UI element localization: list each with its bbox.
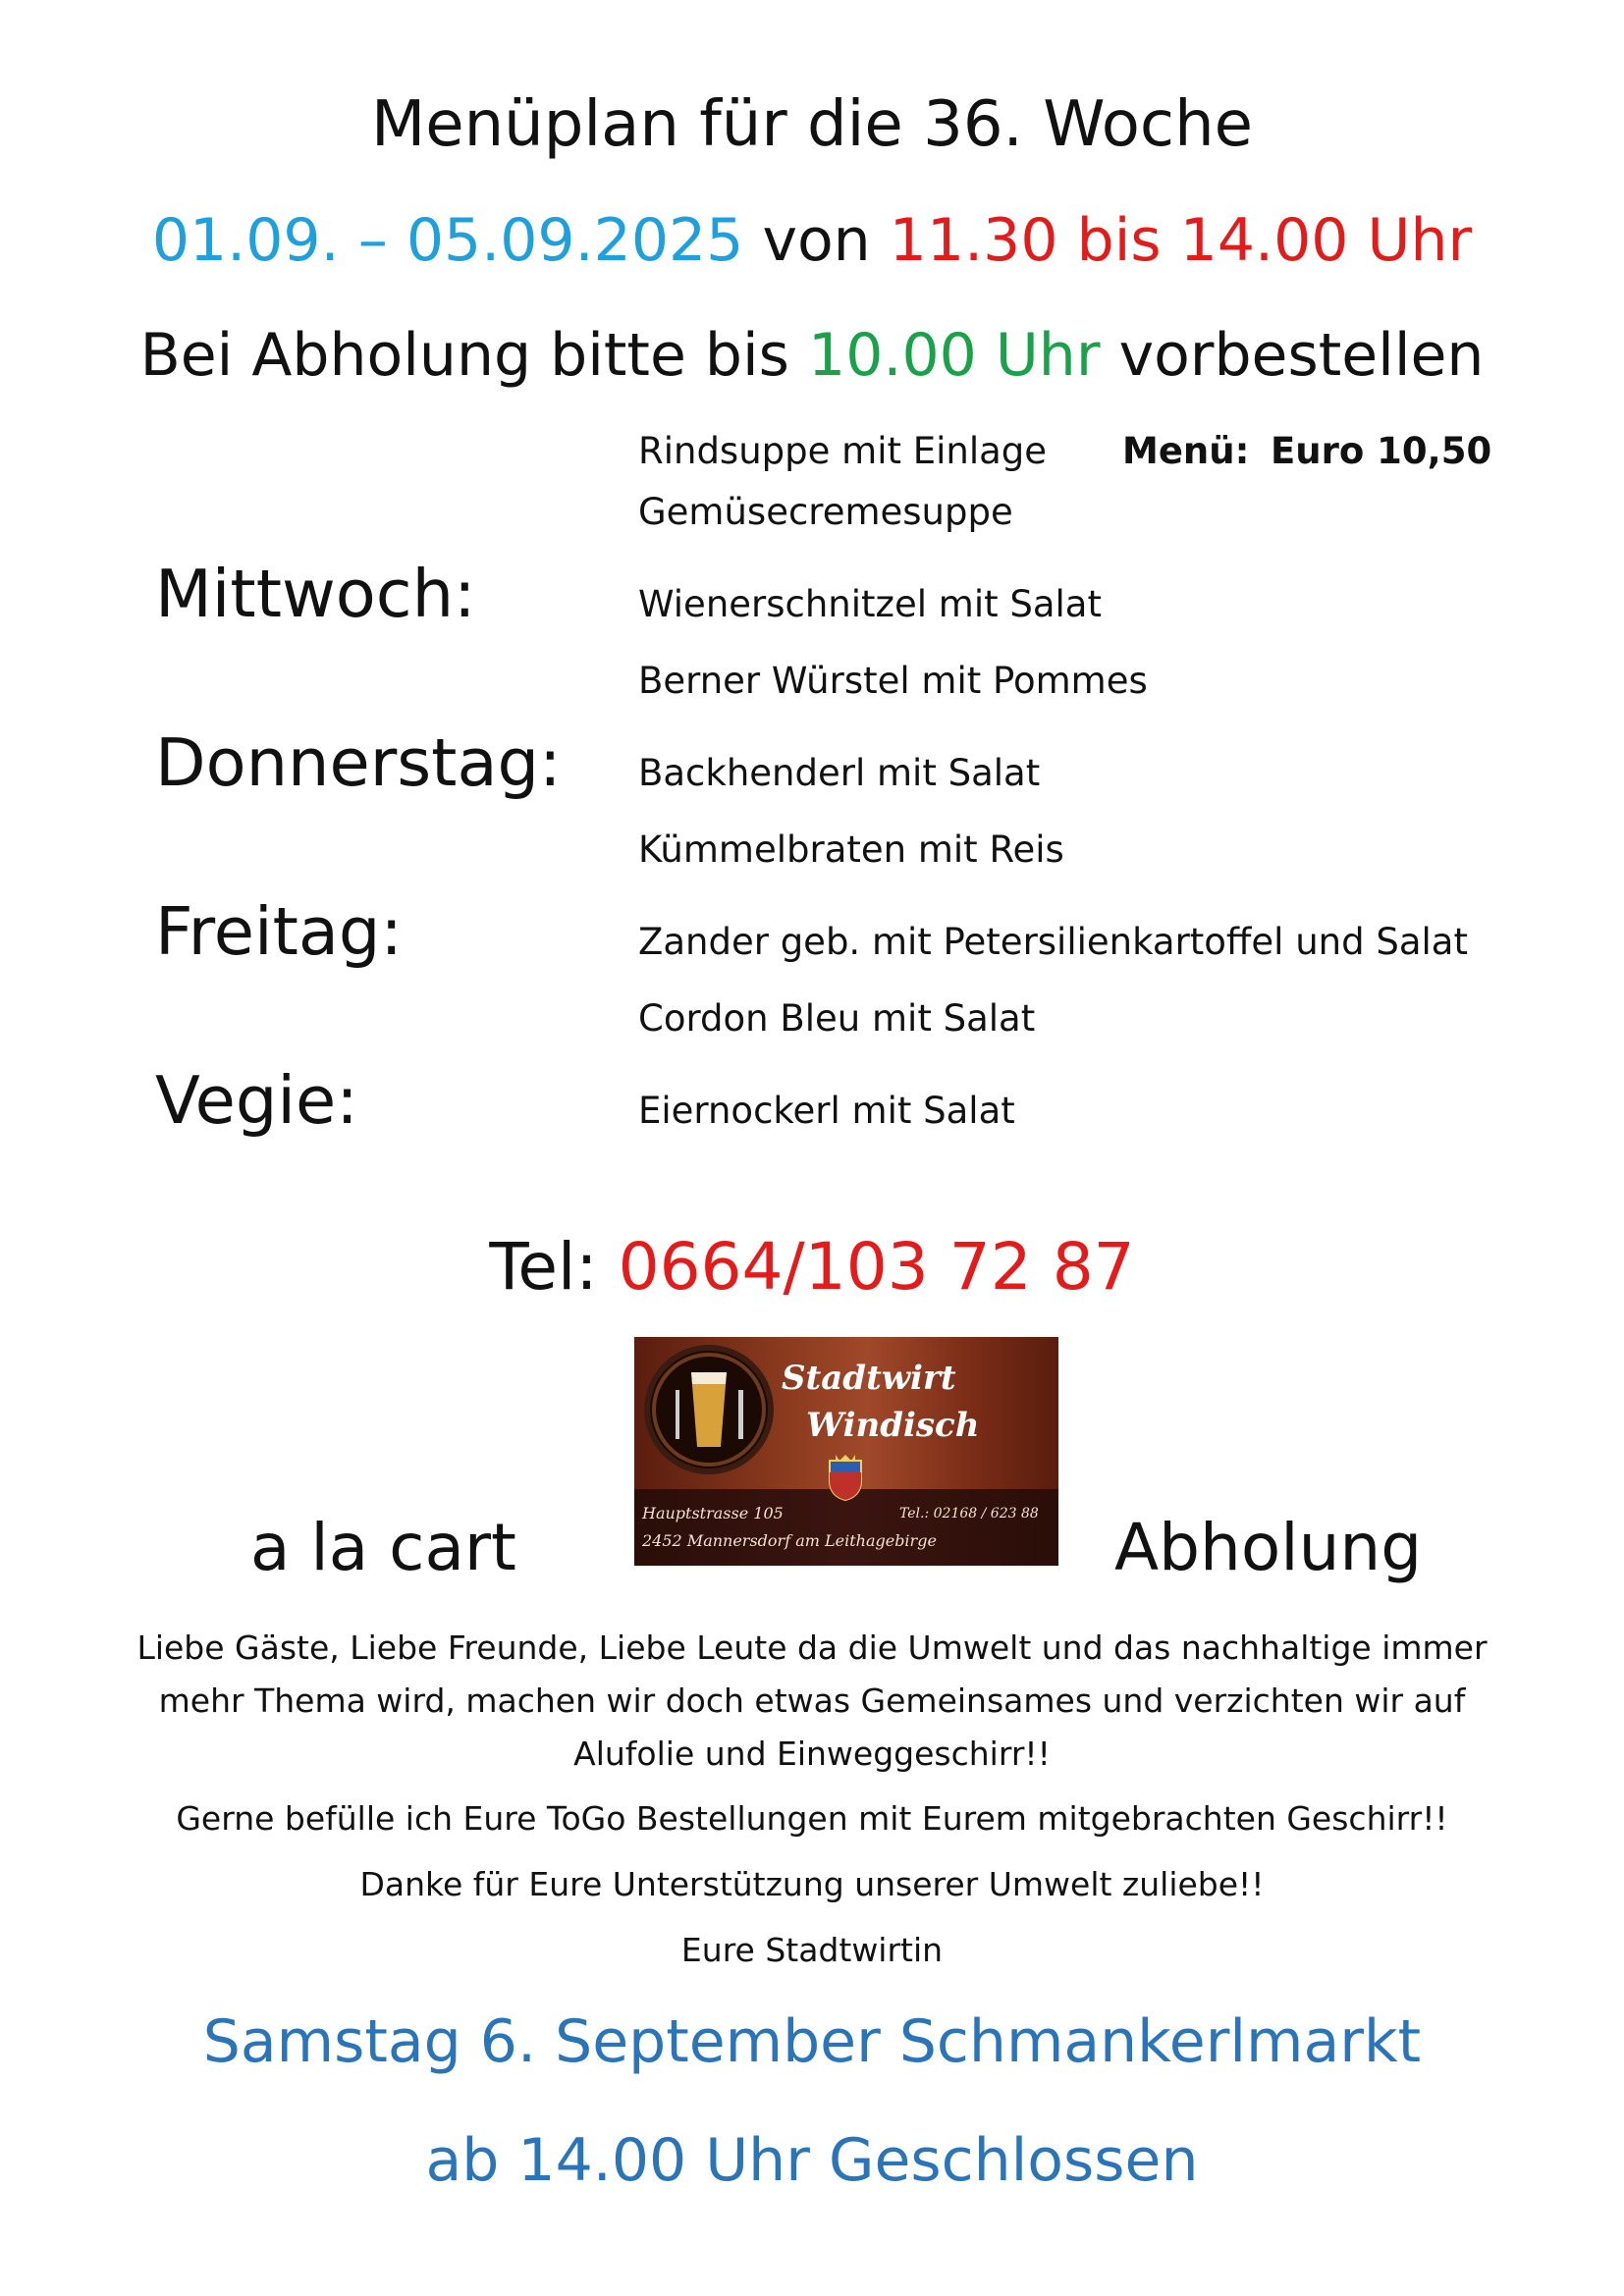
day-mittwoch: Mittwoch:	[155, 556, 476, 632]
tel-label: Tel:	[489, 1229, 598, 1305]
restaurant-logo	[634, 1337, 1058, 1566]
day-vegie: Vegie:	[155, 1062, 358, 1139]
day-freitag: Freitag:	[155, 893, 404, 970]
preorder-suffix: vorbestellen	[1118, 321, 1485, 390]
dish-donnerstag-1: Backhenderl mit Salat	[638, 752, 1041, 794]
menu-price-label: Menü:	[1122, 430, 1250, 472]
date-time-line	[0, 206, 1624, 275]
date-range: 01.09. – 05.09.2025	[151, 206, 744, 275]
notice-signature: Eure Stadtwirtin	[680, 1931, 944, 1969]
closing-notice: ab 14.00 Uhr Geschlossen	[425, 2126, 1199, 2195]
logo-address-1: Hauptstrasse 105	[642, 1504, 784, 1522]
logo-address-2: 2452 Mannersdorf am Leithagebirge	[642, 1531, 937, 1550]
beer-glass-icon	[644, 1345, 774, 1474]
dish-freitag-1: Zander geb. mit Petersilienkartoffel und Salat	[638, 921, 1468, 963]
tel-number: 0664/103 72 87	[618, 1229, 1135, 1305]
logo-line-1: Stadtwirt	[782, 1359, 956, 1398]
logo-phone: Tel.: 02168 / 623 88	[899, 1506, 1039, 1522]
page-title: Menüplan für die 36. Woche	[370, 88, 1254, 161]
menu-price-value: Euro 10,50	[1271, 430, 1492, 472]
notice-line-2: mehr Thema wird, machen wir doch etwas Gemeinsames und verzichten wir auf	[158, 1682, 1466, 1720]
preorder-time: 10.00 Uhr	[808, 321, 1101, 390]
preorder-text: Bei Abholung bitte bis	[139, 321, 789, 390]
dish-mittwoch-2: Berner Würstel mit Pommes	[638, 660, 1148, 702]
dish-donnerstag-2: Kümmelbraten mit Reis	[638, 828, 1064, 871]
time-range: 11.30 bis 14.00 Uhr	[889, 206, 1473, 275]
von-text: von	[762, 206, 871, 275]
soup-1: Rindsuppe mit Einlage	[638, 430, 1048, 472]
dish-mittwoch-1: Wienerschnitzel mit Salat	[638, 583, 1102, 625]
abholung-label: Abholung	[1114, 1510, 1423, 1585]
coat-of-arms-icon	[826, 1453, 865, 1502]
event-announcement: Samstag 6. September Schmankerlmarkt	[202, 2007, 1422, 2076]
logo-line-2: Windisch	[806, 1406, 980, 1445]
notice-thanks: Danke für Eure Unterstützung unserer Umwelt zuliebe!!	[359, 1865, 1265, 1903]
notice-line-3: Alufolie und Einweggeschirr!!	[573, 1735, 1051, 1773]
day-donnerstag: Donnerstag:	[155, 724, 562, 801]
a-la-cart-label: a la cart	[250, 1510, 516, 1585]
notice-togo: Gerne befülle ich Eure ToGo Bestellungen mit Eurem mitgebrachten Geschirr!!	[176, 1799, 1448, 1838]
dish-freitag-2: Cordon Bleu mit Salat	[638, 997, 1036, 1040]
telephone-line	[0, 1229, 1624, 1305]
notice-line-1: Liebe Gäste, Liebe Freunde, Liebe Leute da die Umwelt und das nachhaltige immer	[136, 1629, 1488, 1667]
soup-2: Gemüsecremesuppe	[638, 491, 1013, 533]
preorder-line	[0, 321, 1624, 390]
dish-vegie-1: Eiernockerl mit Salat	[638, 1090, 1015, 1132]
